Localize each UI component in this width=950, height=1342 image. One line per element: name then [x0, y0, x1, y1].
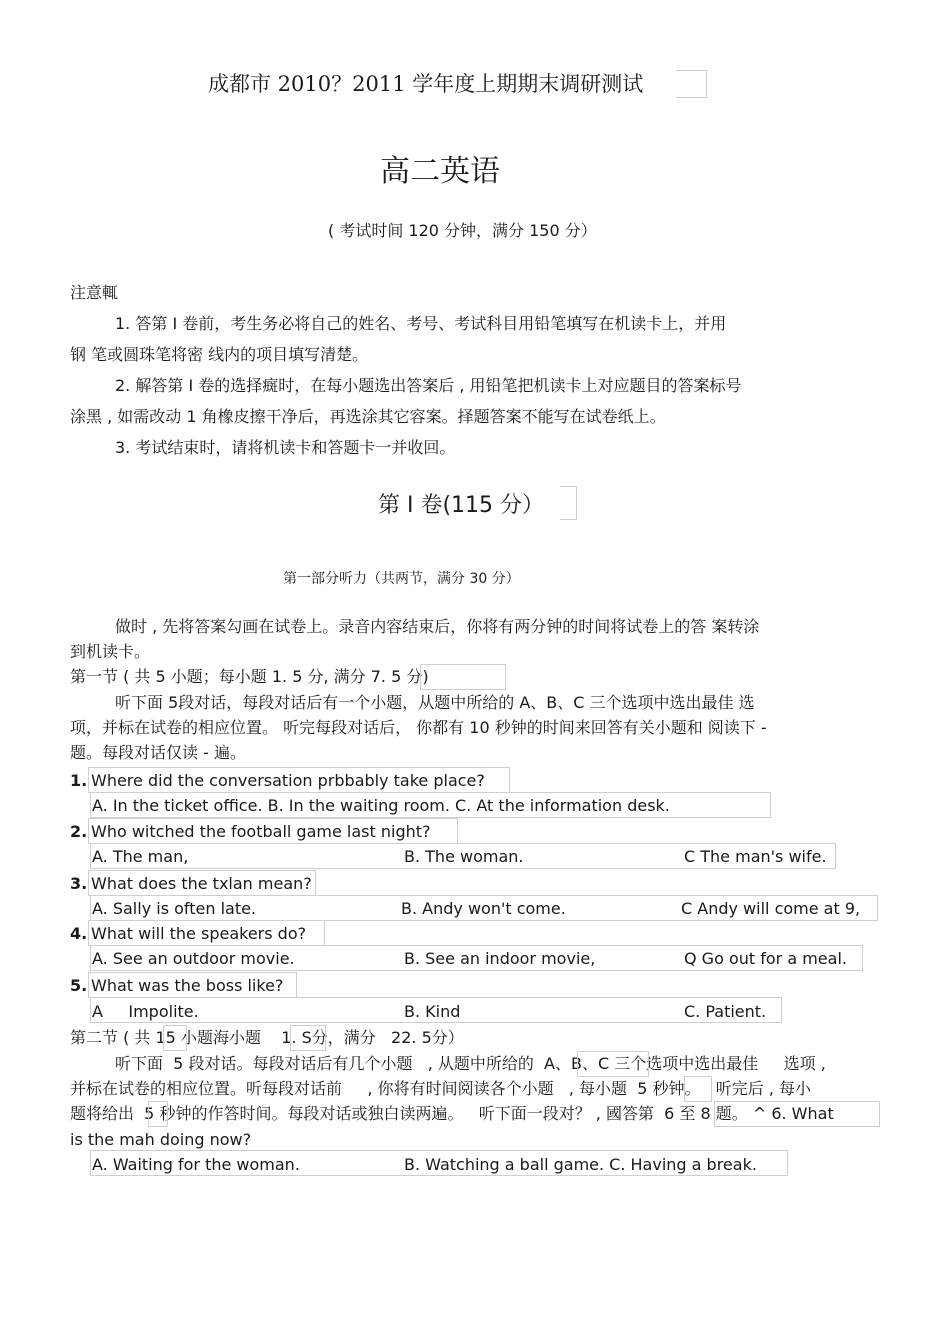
notice-item-1-line2: 钢 笔或圆珠笔将密 线内的项目填写清楚。 — [70, 345, 369, 364]
question-2-number: 2. — [70, 822, 88, 841]
section2-instruction-line3: 题将给出 5 秒钟的作答时间。每段对话或独白读两遍。 听下面一段对？ , 國答第 6 至 8 题。 ^ 6. What — [70, 1104, 834, 1123]
exam-duration: ( 考试时间 120 分钟，满分 150 分） — [328, 221, 597, 240]
question-2-option-a: A. The man, — [92, 847, 189, 866]
scan-frame — [163, 1025, 187, 1051]
question-1-text: Where did the conversation prbbably take place? — [91, 771, 485, 790]
question-4-text: What will the speakers do? — [91, 924, 307, 943]
section1-instruction-line3: 题。每段对话仅读 - 遍。 — [70, 743, 246, 762]
question-2-option-c: C The man's wife. — [684, 847, 827, 866]
question-3-option-b: B. Andy won't come. — [401, 899, 566, 918]
notice-item-2-line1: 2. 解答第 Ⅰ 卷的选择癍时，在每小题选出答案后 , 用铅笔把机读卡上对应题目的答案标号 — [115, 376, 742, 395]
part1-title: 第一部分听力（共两节，满分 30 分） — [283, 571, 520, 587]
question-5-number: 5. — [70, 976, 88, 995]
section2-instruction-line4: is the mah doing now? — [70, 1130, 252, 1149]
question-3-number: 3. — [70, 874, 88, 893]
question-3-text: What does the txlan mean? — [91, 874, 312, 893]
scan-frame — [560, 486, 577, 520]
scan-frame — [714, 1101, 880, 1127]
notice-item-3: 3. 考试结束时，请将机读卡和答题卡一并收回。 — [115, 438, 456, 457]
scan-frame — [148, 1101, 168, 1127]
question-6-option-a: A. Waiting for the woman. — [92, 1155, 300, 1174]
question-1-number: 1. — [70, 771, 88, 790]
scan-frame — [684, 1076, 712, 1102]
scan-frame — [420, 664, 506, 690]
subject-title: 高二英语 — [380, 154, 500, 189]
question-4-option-b: B. See an indoor movie, — [404, 949, 596, 968]
question-2-text: Who witched the football game last night? — [91, 822, 431, 841]
scan-frame — [290, 1025, 326, 1051]
question-4-number: 4. — [70, 924, 88, 943]
part1-intro-line1: 做时 , 先将答案勾画在试卷上。录音内容结束后，你将有两分钟的时间将试卷上的答 案转涂 — [115, 617, 760, 636]
volume-title: 第 Ⅰ 卷(115 分） — [378, 493, 545, 518]
question-3-option-c: C Andy will come at 9, — [681, 899, 861, 918]
section2-instruction-line1: 听下面 5 段对话。每段对话后有几个小题 , 从题中所给的 A、B、C 三个选项中选出最佳 选项 , — [115, 1054, 826, 1073]
scan-frame — [577, 1051, 649, 1077]
question-5-text: What was the boss like? — [91, 976, 284, 995]
section1-instruction-line2: 项，并标在试卷的相应位置。 听完每段对话后， 你都有 10 秒钟的时间来回答有关小题和 阅读下 - — [70, 718, 767, 737]
scan-frame — [676, 70, 707, 98]
question-2-option-b: B. The woman. — [404, 847, 524, 866]
question-5-option-b: B. Kind — [404, 1002, 461, 1021]
exam-header-title: 成都市 2010？2011 学年度上期期末调研测试 — [208, 72, 644, 96]
question-5-option-a: A Impolite. — [92, 1002, 199, 1021]
question-6-options-bc: B. Watching a ball game. C. Having a break. — [404, 1155, 757, 1174]
question-4-option-a: A. See an outdoor movie. — [92, 949, 295, 968]
question-5-option-c: C. Patient. — [684, 1002, 767, 1021]
question-4-option-c: Q Go out for a meal. — [684, 949, 847, 968]
notice-heading: 注意輒 — [70, 283, 119, 302]
notice-item-1-line1: 1. 答第 Ⅰ 卷前，考生务必将自己的姓名、考号、考试科目用铅笔填写在机读卡上，并用 — [115, 314, 727, 333]
section1-instruction-line1: 听下面 5段对话，每段对话后有一个小题，从题中所给的 A、B、C 三个选项中选出最佳 选 — [115, 693, 755, 712]
question-3-option-a: A. Sally is often late. — [92, 899, 257, 918]
section1-title: 第一节 ( 共 5 小题；每小题 1. 5 分, 满分 7. 5 分) — [70, 667, 429, 686]
notice-item-2-line2: 涂黑 , 如需改动 1 角橡皮擦干净后，再选涂其它容案。择题答案不能写在试卷纸上。 — [70, 407, 666, 426]
part1-intro-line2: 到机读卡。 — [70, 642, 151, 661]
section2-instruction-line2: 并标在试卷的相应位置。听每段对话前 , 你将有时间阅读各个小题 , 每小题 5 秒钟。 听完后 , 每小 — [70, 1079, 811, 1098]
section2-title: 第二节 ( 共 15 小题海小题 1. S分，满分 22. 5分） — [70, 1028, 464, 1047]
question-1-options: A. In the ticket office. B. In the waiting room. C. At the information desk. — [92, 796, 670, 815]
